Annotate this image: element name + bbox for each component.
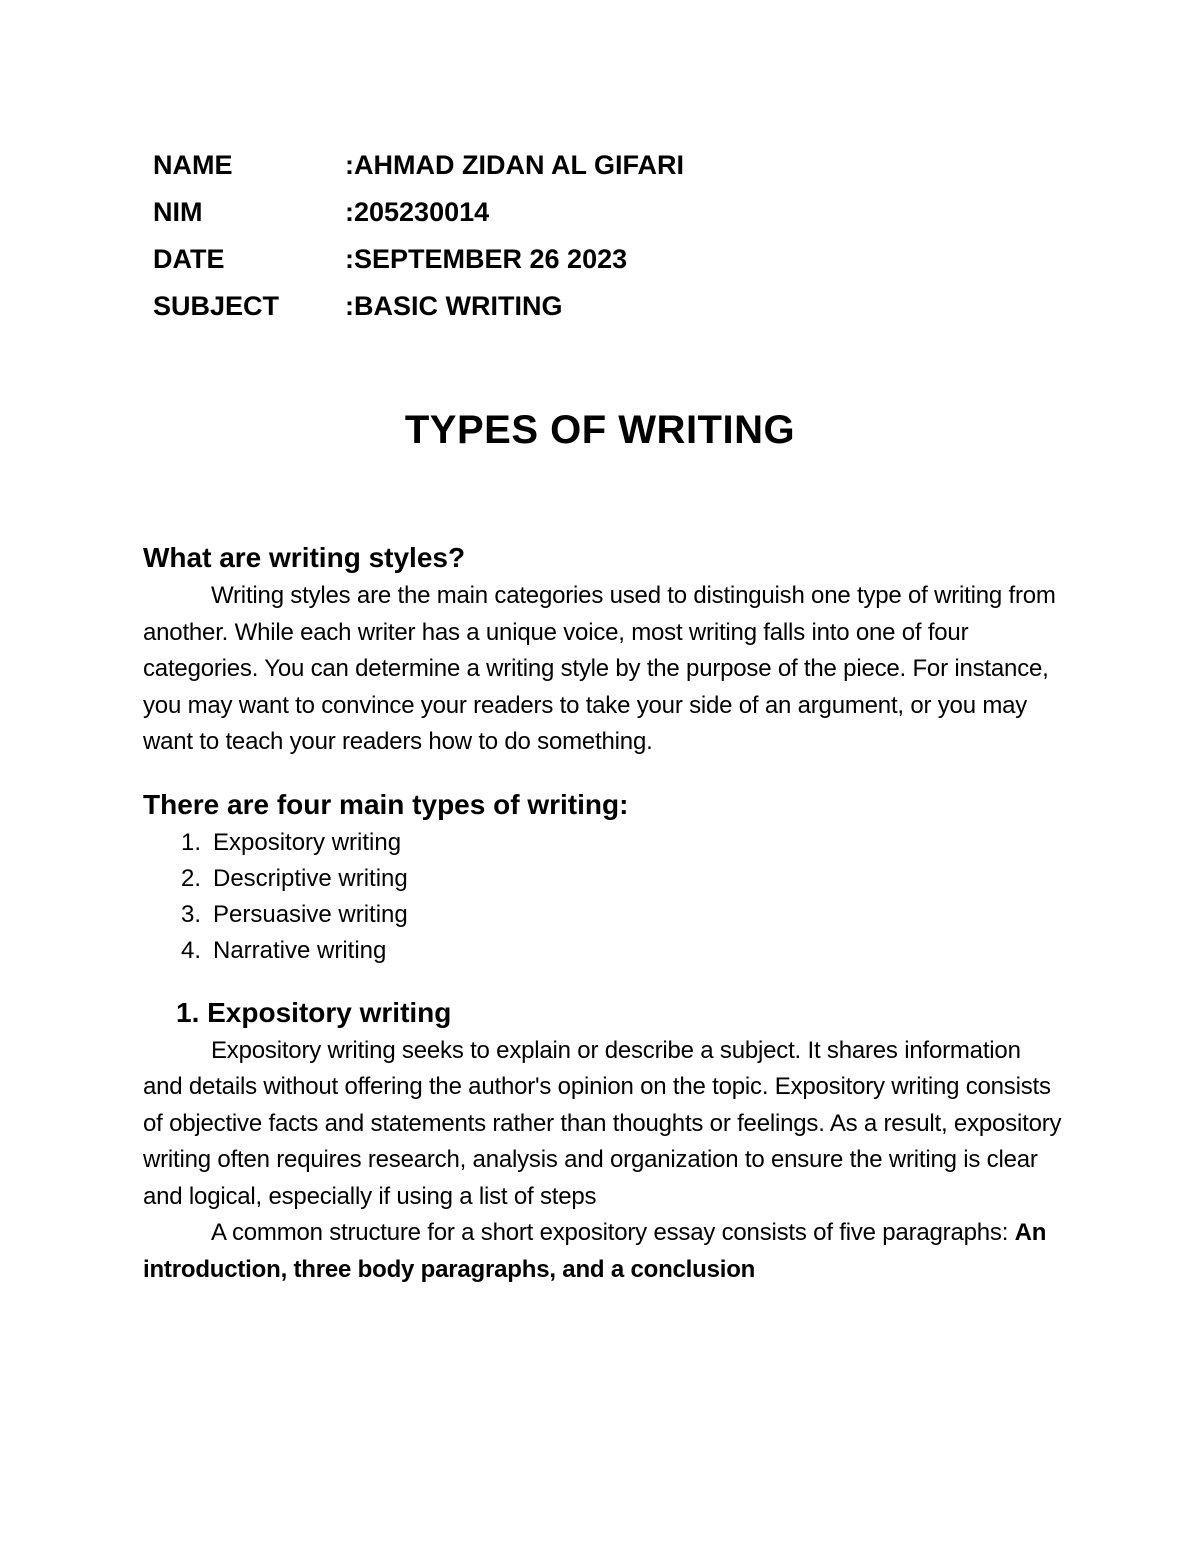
list-item-number: 4.	[180, 936, 201, 964]
info-label: SUBJECT	[153, 291, 280, 321]
list-item	[143, 897, 1063, 933]
student-info-block	[153, 142, 684, 330]
info-row-date	[153, 236, 684, 283]
info-label: NIM	[153, 197, 203, 227]
paragraph-expository-2	[143, 1215, 1063, 1288]
section-heading-four-types: There are four main types of writing:	[143, 788, 629, 820]
list-item	[143, 861, 1063, 897]
info-value: :AHMAD ZIDAN AL GIFARI	[345, 150, 684, 180]
paragraph-writing-styles: Writing styles are the main categories used to distinguish one type of writing from another. While each writer has a unique voice, most writing falls into one of four categories. You can determine a writing style by the purpose of the piece. For instance, you may want to convince your readers to take your side of an argument, or you may want to teach your readers how to do something.	[143, 582, 1056, 755]
list-item	[143, 825, 1063, 861]
list-item-text: Descriptive writing	[213, 864, 408, 892]
info-label: NAME	[153, 150, 233, 180]
info-value: :205230014	[345, 197, 490, 227]
list-item-number: 1.	[180, 828, 201, 856]
list-item	[143, 933, 1063, 969]
paragraph-expository-1: Expository writing seeks to explain or describe a subject. It shares information and details without offering the author's opinion on the topic. Expository writing consists of objective facts and statements rather than thoughts or feelings. As a result, expository writing often requires research, analysis and organization to ensure the writing is clear and logical, especially if using a list of steps	[143, 1036, 1062, 1210]
list-item-number: 2.	[180, 864, 201, 892]
section-heading-writing-styles: What are writing styles?	[143, 542, 466, 573]
info-label: DATE	[153, 244, 225, 274]
paragraph-text: A common structure for a short expository essay consists of five paragraphs:	[211, 1219, 1015, 1246]
list-item-text: Narrative writing	[213, 936, 387, 964]
info-row-nim	[153, 189, 684, 236]
info-value: :SEPTEMBER 26 2023	[345, 244, 628, 274]
list-item-text: Expository writing	[213, 828, 402, 856]
section-heading-expository: 1. Expository writing	[176, 996, 452, 1028]
document-body	[143, 538, 1063, 1288]
list-item-text: Persuasive writing	[213, 900, 408, 928]
info-row-name	[153, 142, 684, 189]
paragraph-bold-text: An introduction, three body paragraphs, and a conclusion	[143, 1219, 1047, 1283]
types-list	[143, 825, 1063, 969]
list-item-number: 3.	[180, 900, 201, 928]
info-value: :BASIC WRITING	[345, 291, 563, 321]
info-row-subject	[153, 283, 684, 330]
document-title: TYPES OF WRITING	[404, 408, 796, 452]
